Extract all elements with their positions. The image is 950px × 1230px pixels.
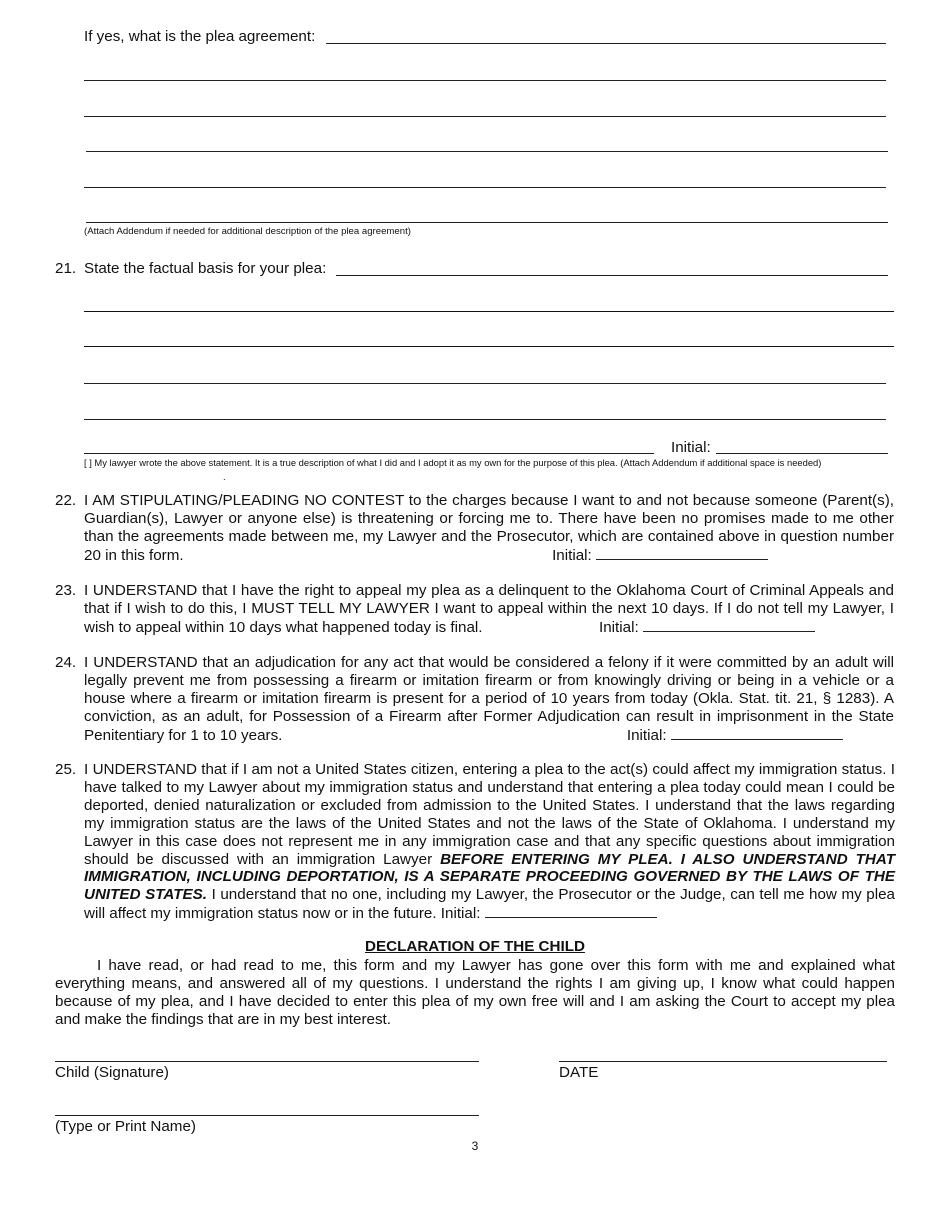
q21-line[interactable] [84, 311, 894, 312]
q24-initial-label: Initial: [626, 726, 667, 744]
declaration-text [55, 957, 895, 1029]
plea-agreement-line[interactable] [84, 187, 886, 188]
q21-line[interactable] [84, 453, 654, 454]
plea-agreement-line[interactable] [84, 116, 886, 117]
print-name-line[interactable] [55, 1115, 479, 1116]
child-signature-line[interactable] [55, 1061, 479, 1062]
date-label: DATE [559, 1064, 599, 1081]
declaration-body: I have read, or had read to me, this form and my Lawyer has gone over this form with me and explained what everything means, and answered all of my questions. I understand the rights I am giving up, I know what could happen because of my plea, and I have decided to enter this plea of my own free will and I am asking the Court to accept my plea and make the findings that are in my best interest. [55, 957, 895, 1028]
q22-number: 22. [55, 492, 77, 509]
q22-body: I AM STIPULATING/PLEADING NO CONTEST to the charges because I want to and not because someone (Parent(s), Guardian(s), Lawyer or anyone else) is threatening or forcing me to. There have been no promises made to me other than the agreements made between me, my Lawyer and the Prosecutor, which are contained above in question number 20 in this form. [84, 492, 894, 564]
page-number: 3 [471, 1139, 479, 1153]
print-name-label: (Type or Print Name) [55, 1118, 196, 1135]
plea-agreement-line[interactable] [84, 80, 886, 81]
q22-text [84, 492, 894, 565]
q23-number: 23. [55, 582, 77, 599]
q21-line[interactable] [84, 346, 894, 347]
plea-agreement-line[interactable] [86, 151, 888, 152]
q21-number: 21. [55, 260, 77, 277]
q21-dot: . [223, 472, 226, 483]
q25-body-end: I understand that no one, including my Lawyer, the Prosecutor or the Judge, can tell me how my plea will affect my immigration status now or in the future. [84, 886, 895, 923]
child-signature-label: Child (Signature) [55, 1064, 169, 1081]
q21-line[interactable] [336, 275, 888, 276]
q21-prompt: State the factual basis for your plea: [84, 260, 327, 277]
q21-note: [ ] My lawyer wrote the above statement. It is a true description of what I did and I adopt it as my own for the purpose of this plea. (Attach Addendum if additional space is needed) [84, 457, 822, 468]
q23-initial-field[interactable] [643, 618, 815, 632]
q25-initial-field[interactable] [485, 904, 657, 918]
q25-number: 25. [55, 761, 77, 778]
plea-agreement-prompt: If yes, what is the plea agreement: [84, 28, 316, 45]
date-line[interactable] [559, 1061, 887, 1062]
q24-body: I UNDERSTAND that an adjudication for any act that would be considered a felony if it were committed by an adult will legally prevent me from possessing a firearm or imitation firearm or from knowingly driving or being in a vehicle or a house where a firearm or imitation firearm is present for a period of 10 years from today (Okla. Stat. tit. 21, § 1283). A conviction, as an adult, for Possession of a Firearm after Former Adjudication can result in imprisonment in the State Penitentiary for 1 to 10 years. [84, 654, 894, 744]
q21-initial-label: Initial: [671, 439, 711, 456]
q24-text [84, 654, 894, 745]
q21-line[interactable] [84, 419, 886, 420]
declaration-heading: DECLARATION OF THE CHILD [365, 938, 585, 955]
q22-initial-label: Initial: [552, 546, 592, 564]
q24-number: 24. [55, 654, 77, 671]
q25-text [84, 761, 895, 923]
q23-initial-label: Initial: [598, 618, 639, 636]
q21-line[interactable] [84, 383, 886, 384]
q25-body: I UNDERSTAND that if I am not a United States citizen, entering a plea to the act(s) could affect my immigration status. I have talked to my Lawyer about my immigration status and understand that entering a plea today could mean I could be deported, denied naturalization or excluded from admission to the United States. I understand that the laws regarding my immigration status are the laws of the United States and not the laws of the State of Oklahoma. I understand my Lawyer in this case does not represent me in any immigration case and that any specific questions about immigration should be discussed with an immigration Lawyer [84, 761, 895, 868]
plea-agreement-line[interactable] [326, 43, 886, 44]
q23-body: I UNDERSTAND that I have the right to appeal my plea as a delinquent to the Oklahoma Court of Criminal Appeals and that if I wish to do this, I MUST TELL MY LAWYER I want to appeal within the next 10 days. If I do not tell my Lawyer, I wish to appeal within 10 days what happened today is final. [84, 582, 894, 636]
q25-bold-text: BEFORE ENTERING MY PLEA. I ALSO UNDERSTAND THAT IMMIGRATION, INCLUDING DEPORTATION, IS A SEPARATE PROCEEDING GOVERNED BY THE LAWS OF THE UNITED STATES. [84, 850, 895, 904]
q22-initial-field[interactable] [596, 546, 768, 560]
plea-agreement-line[interactable] [86, 222, 888, 223]
q21-initial-field[interactable] [716, 453, 888, 454]
q25-initial-label: Initial: [440, 905, 481, 923]
q23-text [84, 582, 894, 637]
q24-initial-field[interactable] [671, 726, 843, 740]
plea-agreement-note: (Attach Addendum if needed for additional description of the plea agreement) [84, 226, 411, 237]
